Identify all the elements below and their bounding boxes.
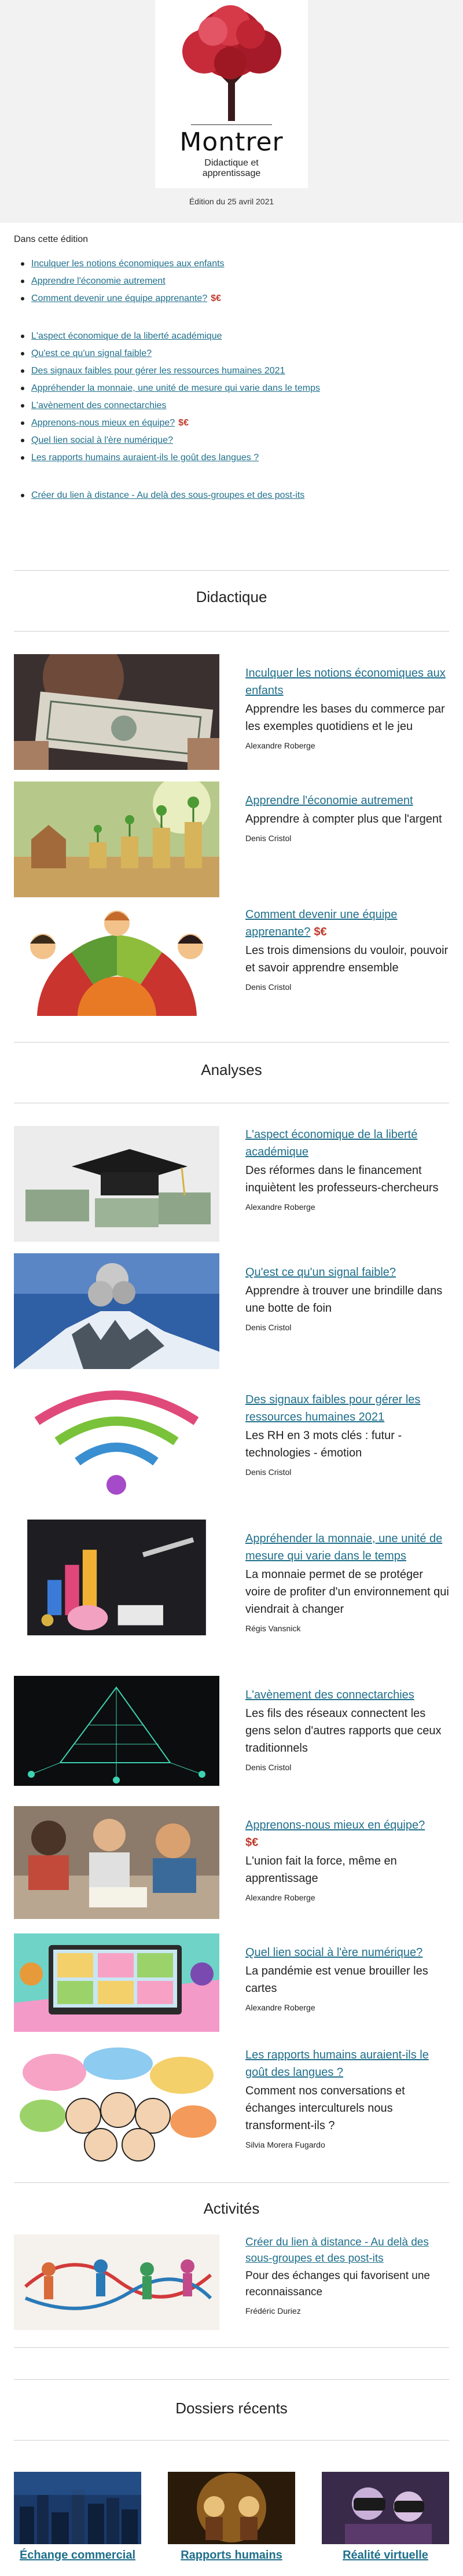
logo	[155, 0, 308, 188]
article-description: Pour des échanges qui favorisent une reconnaissance	[245, 2270, 430, 2298]
article-image[interactable]	[14, 906, 219, 1022]
article-image[interactable]	[14, 1253, 219, 1369]
divider	[14, 2347, 449, 2348]
article-title-link[interactable]: Qu'est ce qu'un signal faible?	[245, 1266, 396, 1279]
logo-rule	[191, 124, 272, 125]
article-description: Les trois dimensions du vouloir, pouvoir et savoir apprendre ensemble	[245, 944, 449, 974]
article-description: Apprendre à trouver une brindille dans une botte de foin	[245, 1285, 443, 1315]
dossier-card	[168, 2472, 295, 2562]
article-text	[245, 1126, 449, 1212]
article-author: Régis Vansnick	[245, 1624, 301, 1633]
article-image[interactable]	[14, 654, 219, 770]
article-author: Frédéric Duriez	[245, 2306, 301, 2316]
article-description: Comment nos conversations et échanges interculturels nous transforment-ils ?	[245, 2085, 405, 2132]
premium-badge: $€	[245, 1836, 259, 1849]
toc-link[interactable]: Qu'est ce qu'un signal faible?	[31, 348, 152, 358]
volcano-image	[14, 1253, 219, 1369]
toc-item	[31, 345, 454, 362]
toc-item	[31, 449, 454, 467]
network-pyramid-image	[14, 1676, 219, 1786]
dossier-link[interactable]: Réalité virtuelle	[343, 2549, 428, 2562]
dossier-link[interactable]: Rapports humains	[181, 2549, 282, 2562]
section-title-dossiers: Dossiers récents	[175, 2399, 288, 2417]
article-text	[245, 2046, 449, 2149]
article-description: Apprendre à compter plus que l'argent	[245, 813, 442, 825]
toc-link[interactable]: Les rapports humains auraient-ils le goût des langues ?	[31, 453, 259, 463]
section-title-analyses: Analyses	[201, 1061, 262, 1078]
toc-item	[31, 380, 454, 397]
article-author: Silvia Morera Fugardo	[245, 2140, 325, 2149]
toc-link[interactable]: Apprenons-nous mieux en équipe?	[31, 418, 175, 428]
divider	[14, 570, 449, 571]
article-author: Alexandre Roberge	[245, 1202, 315, 1212]
dossier-image[interactable]	[14, 2472, 141, 2544]
toc-link[interactable]: Créer du lien à distance - Au delà des sous-groupes et des post-its	[31, 490, 305, 500]
toc-title: Dans cette édition	[14, 234, 89, 244]
toc-link[interactable]: L'aspect économique de la liberté académique	[31, 331, 222, 341]
article-description: La monnaie permet de se protéger voire de profiter d'un environnement qui viendrait à changer	[245, 1568, 449, 1616]
article-text	[245, 906, 449, 992]
article-image[interactable]	[14, 1676, 219, 1786]
article-description: La pandémie est venue brouiller les cartes	[245, 1965, 428, 1995]
toc-link[interactable]: Appréhender la monnaie, une unité de mesure qui varie dans le temps	[31, 383, 320, 393]
article-author: Denis Cristol	[245, 1763, 292, 1772]
edition-date: Édition du 25 avril 2021	[189, 197, 274, 206]
article-title-link[interactable]: Apprenons-nous mieux en équipe?	[245, 1819, 425, 1832]
tree-logo-icon	[172, 2, 291, 121]
toc-link[interactable]: Inculquer les notions économiques aux enfants	[31, 259, 225, 269]
article-image[interactable]	[14, 1381, 219, 1496]
divider	[14, 2440, 449, 2441]
article-image[interactable]	[14, 2046, 219, 2171]
piggy-bank-chart-image	[14, 1520, 219, 1635]
article-image[interactable]	[14, 1126, 219, 1242]
toc-item	[31, 432, 454, 449]
toc-item	[31, 414, 454, 432]
article-text	[245, 1817, 449, 1902]
article-title-link[interactable]: L'avènement des connectarchies	[245, 1689, 414, 1701]
article-text	[245, 1944, 449, 2012]
article-text	[245, 665, 449, 750]
article-text	[245, 1391, 449, 1477]
article-text	[245, 1264, 449, 1332]
table-of-contents	[14, 234, 454, 504]
article-title-link[interactable]: Comment devenir une équipe apprenante?	[245, 908, 398, 938]
toc-link[interactable]: Des signaux faibles pour gérer les ressources humaines 2021	[31, 366, 285, 376]
section-title-didactique: Didactique	[196, 588, 267, 606]
header	[0, 0, 463, 223]
divider	[14, 631, 449, 632]
article-author: Alexandre Roberge	[245, 1893, 315, 1902]
article-description: Les RH en 3 mots clés : futur - technologies - émotion	[245, 1429, 402, 1459]
article-title-link[interactable]: Les rapports humains auraient-ils le goût des langues ?	[245, 2049, 429, 2079]
logo-subtitle-line-1: Didactique et	[204, 158, 259, 168]
article-author: Alexandre Roberge	[245, 741, 315, 750]
dossier-card	[14, 2472, 141, 2562]
dossier-card	[322, 2472, 449, 2562]
human-relations-image	[168, 2472, 295, 2544]
dossier-link[interactable]: Échange commercial	[19, 2549, 136, 2562]
toc-link[interactable]: Comment devenir une équipe apprenante?	[31, 293, 208, 303]
article-title-link[interactable]: L'aspect économique de la liberté académique	[245, 1128, 418, 1158]
logo-title: Montrer	[179, 127, 284, 157]
article-title-link[interactable]: Appréhender la monnaie, une unité de mesure qui varie dans le temps	[245, 1532, 443, 1562]
article-author: Alexandre Roberge	[245, 2003, 315, 2012]
premium-badge: $€	[211, 293, 222, 303]
article-author: Denis Cristol	[245, 1323, 292, 1332]
premium-badge: $€	[178, 418, 189, 428]
dossier-image[interactable]	[168, 2472, 295, 2544]
article-text	[245, 1686, 449, 1772]
toc-item	[31, 397, 454, 414]
team-meeting-image	[14, 1806, 219, 1919]
article-image[interactable]	[14, 1933, 219, 2032]
toc-item	[31, 328, 454, 345]
logo-subtitle	[155, 158, 308, 179]
article-title-link[interactable]: Quel lien social à l'ère numérique?	[245, 1946, 423, 1959]
article-description: Apprendre les bases du commerce par les exemples quotidiens et le jeu	[245, 703, 445, 733]
article-description: L'union fait la force, même en apprentissage	[245, 1855, 397, 1885]
toc-item	[31, 487, 454, 504]
city-skyline-image	[14, 2472, 141, 2544]
toc-link[interactable]: Quel lien social à l'ère numérique?	[31, 435, 173, 445]
toc-link[interactable]: Apprendre l'économie autrement	[31, 276, 166, 286]
article-image[interactable]	[14, 1520, 219, 1635]
article-title-link[interactable]: Des signaux faibles pour gérer les ressources humaines 2021	[245, 1393, 421, 1423]
toc-item	[31, 255, 454, 273]
speech-bubbles-image	[14, 2046, 219, 2171]
toc-list	[31, 255, 454, 504]
toc-item	[31, 290, 454, 307]
article-title-link[interactable]: Inculquer les notions économiques aux enfants	[245, 667, 446, 697]
article-title-link[interactable]: Créer du lien à distance - Au delà des sous-groupes et des post-its	[245, 2236, 429, 2265]
article-image[interactable]	[14, 2234, 219, 2330]
dossier-image[interactable]	[322, 2472, 449, 2544]
article-author: Denis Cristol	[245, 834, 292, 843]
toc-link[interactable]: L'avènement des connectarchies	[31, 401, 167, 410]
virtual-reality-image	[322, 2472, 449, 2544]
article-title-link[interactable]: Apprendre l'économie autrement	[245, 794, 413, 807]
coins-plants-image	[14, 781, 219, 897]
article-description: Des réformes dans le financement inquiètent les professeurs-chercheurs	[245, 1164, 439, 1194]
article-image[interactable]	[14, 781, 219, 897]
logo-subtitle-line-2: apprentissage	[202, 168, 261, 178]
premium-badge: $€	[314, 926, 327, 938]
team-gauge-image	[14, 906, 219, 1022]
wifi-signal-image	[14, 1381, 219, 1496]
remote-connection-image	[14, 2234, 219, 2330]
video-call-image	[14, 1933, 219, 2032]
divider	[14, 1042, 449, 1043]
graduation-cap-money-image	[14, 1126, 219, 1242]
section-title-activites: Activités	[203, 2200, 260, 2217]
article-text	[245, 792, 449, 843]
article-text	[245, 2234, 449, 2316]
article-image[interactable]	[14, 1806, 219, 1919]
divider	[14, 2182, 449, 2183]
article-description: Les fils des réseaux connectent les gens selon d'autres rapports que ceux traditionnels	[245, 1707, 442, 1755]
toc-item	[31, 362, 454, 380]
child-banknote-image	[14, 654, 219, 770]
divider	[14, 2379, 449, 2380]
article-author: Denis Cristol	[245, 982, 292, 992]
article-text	[245, 1530, 449, 1633]
toc-item	[31, 273, 454, 290]
article-author: Denis Cristol	[245, 1467, 292, 1477]
